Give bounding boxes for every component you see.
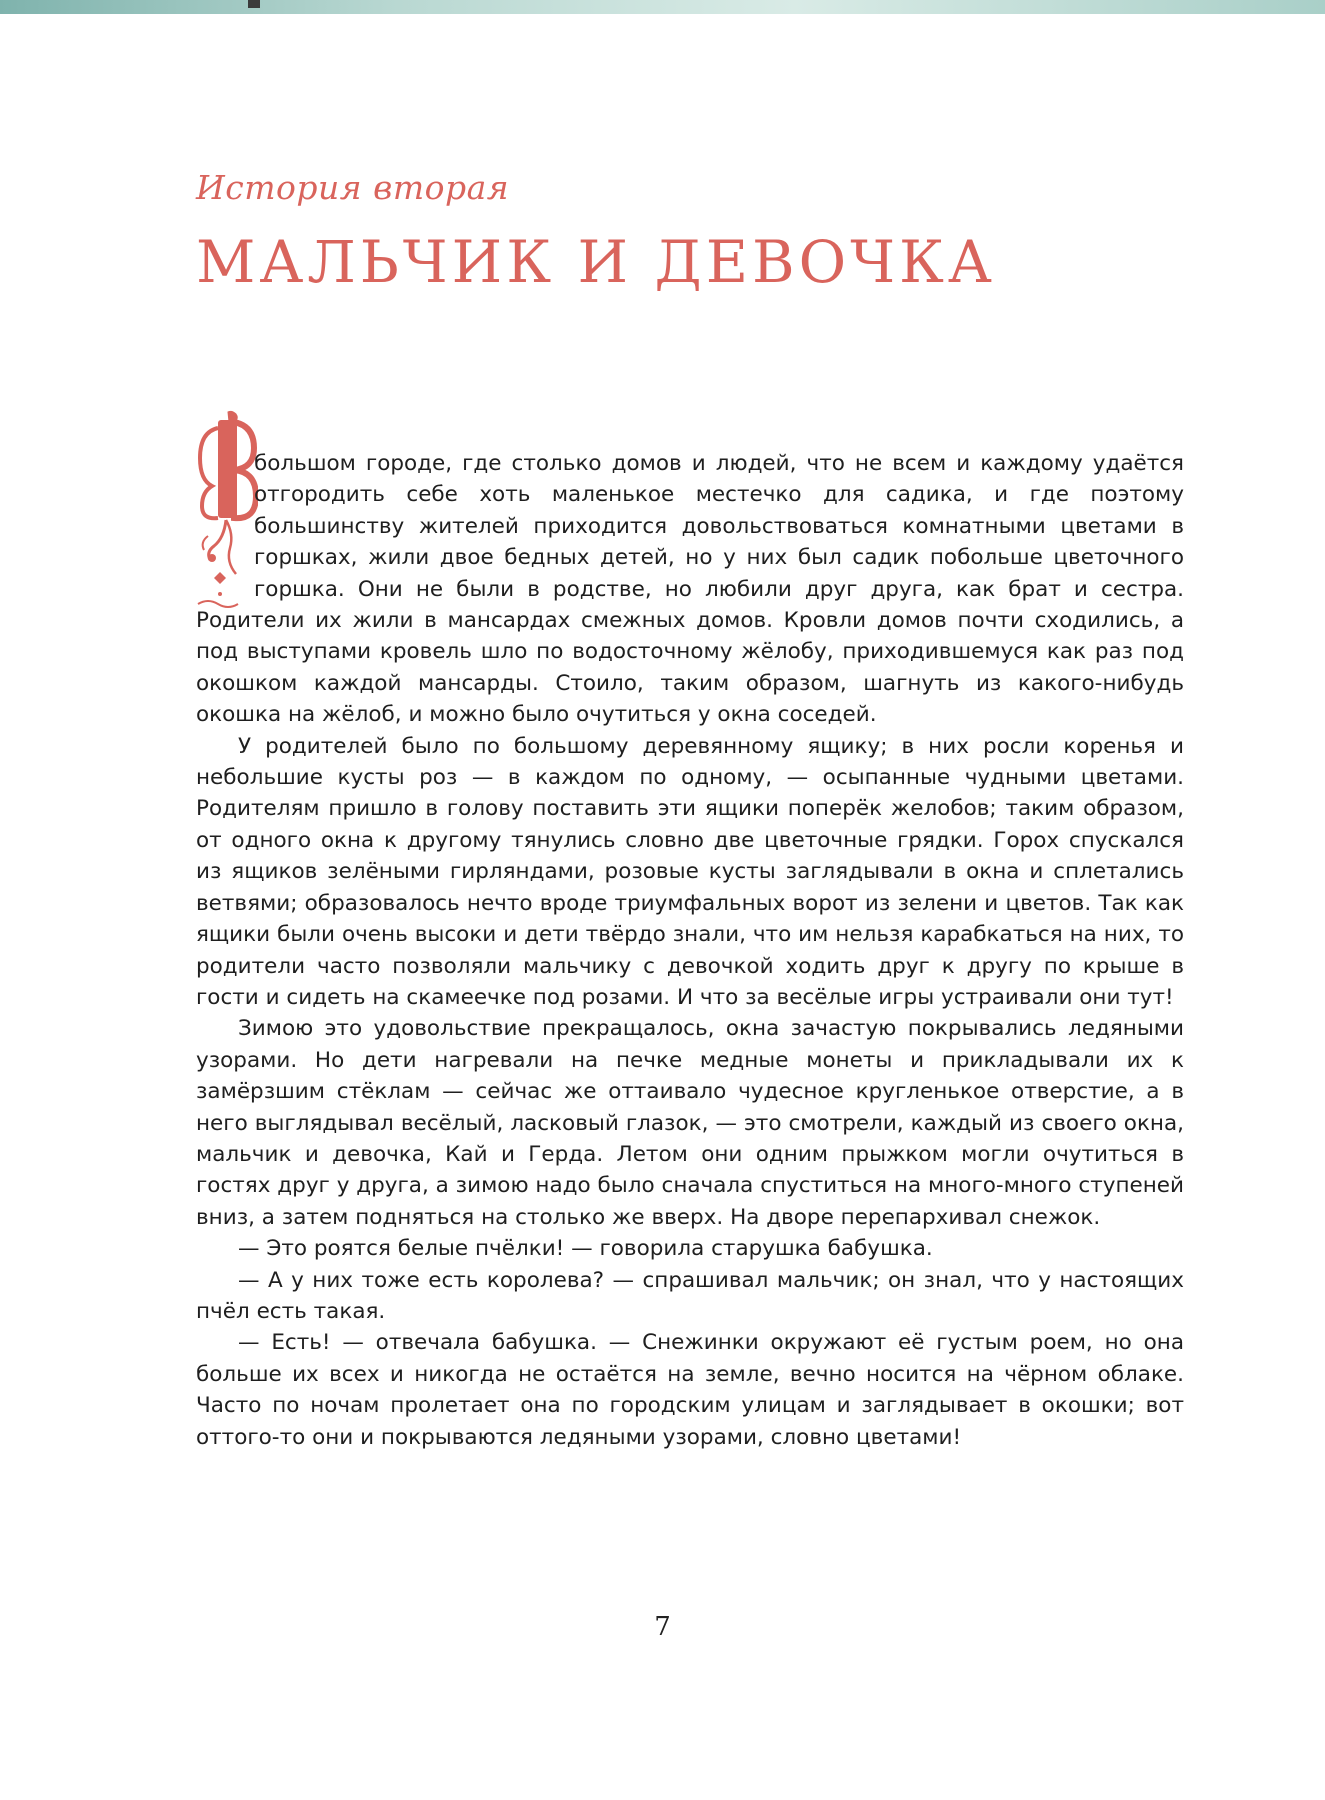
dropcap-spacer: [196, 448, 254, 600]
page-number: 7: [654, 1612, 671, 1642]
paragraph: — Есть! — отвечала бабушка. — Снежинки окружают её густым роем, но она больше их всех и никогда не остаётся на земле, вечно носится на чёрном облаке. Часто по ночам пролетает она по городским улицам и заглядывает в окошки; вот оттого-то они и покрываются ледяными узорами, словно цветами!: [196, 1330, 1184, 1450]
top-edge-mark: [248, 0, 260, 8]
paragraph: У родителей было по большому деревянному ящику; в них росли коренья и небольшие кусты роз — в каждом по одному, — осыпанные чудными цветами. Родителям пришло в голову поставить эти ящики поперёк желобов; таким образом, от одного окна к другому тянулись словно две цветочные грядки. Горох спускался из ящиков зелёными гирляндами, розовые кусты заглядывали в окна и сплетались ветвями; образовалось нечто вроде триумфальных ворот из зелени и цветов. Так как ящики были очень высоки и дети твёрдо знали, что им нельзя карабкаться на них, то родители часто позволяли мальчику с девочкой ходить друг к другу по крыше в гости и сидеть на скамеечке под розами. И что за весёлые игры устраивали они тут!: [196, 733, 1184, 1010]
paragraph: [196, 448, 1184, 731]
paragraph: — Это роятся белые пчёлки! — говорила старушка бабушка.: [238, 1236, 933, 1262]
paragraph: — А у них тоже есть королева? — спрашивал мальчик; он знал, что у настоящих пчёл есть такая.: [196, 1267, 1184, 1324]
paragraph-text: большом городе, где столько домов и людей, что не всем и каждому удаётся отгородить себе хоть маленькое местечко для садика, и где поэтому большинству жителей приходится довольствоваться комнатными цветами в горшках, жили двое бедных детей, но у них был садик побольше цветочного горшка. Они не были в родстве, но любили друг друга, как брат и сестра. Родители их жили в мансардах смежных домов. Кровли домов почти сходились, а под выступами кровель шло по водосточному жёлобу, приходившемуся как раз под окошком каждой мансарды. Стоило, таким образом, шагнуть из какого-нибудь окошка на жёлоб, и можно было очутиться у окна соседей.: [196, 451, 1184, 728]
chapter-subtitle: История вторая: [196, 168, 510, 207]
chapter-title: МАЛЬЧИК И ДЕВОЧКА: [196, 228, 996, 296]
paragraph: Зимою это удовольствие прекращалось, окна зачастую покрывались ледяными узорами. Но дети нагревали на печке медные монеты и прикладывали их к замёрзшим стёклам — сейчас же оттаивало чудесное кругленькое отверстие, а в него выглядывал весёлый, ласковый глазок, — это смотрели, каждый из своего окна, мальчик и девочка, Кай и Герда. Летом они одним прыжком могли очутиться в гостях друг у друга, а зимою надо было сначала спуститься на много-много ступеней вниз, а затем подняться на столько же вверх. На дворе перепархивал снежок.: [196, 1016, 1184, 1230]
top-edge-strip: [0, 0, 1325, 14]
body-text: [196, 448, 1184, 1453]
